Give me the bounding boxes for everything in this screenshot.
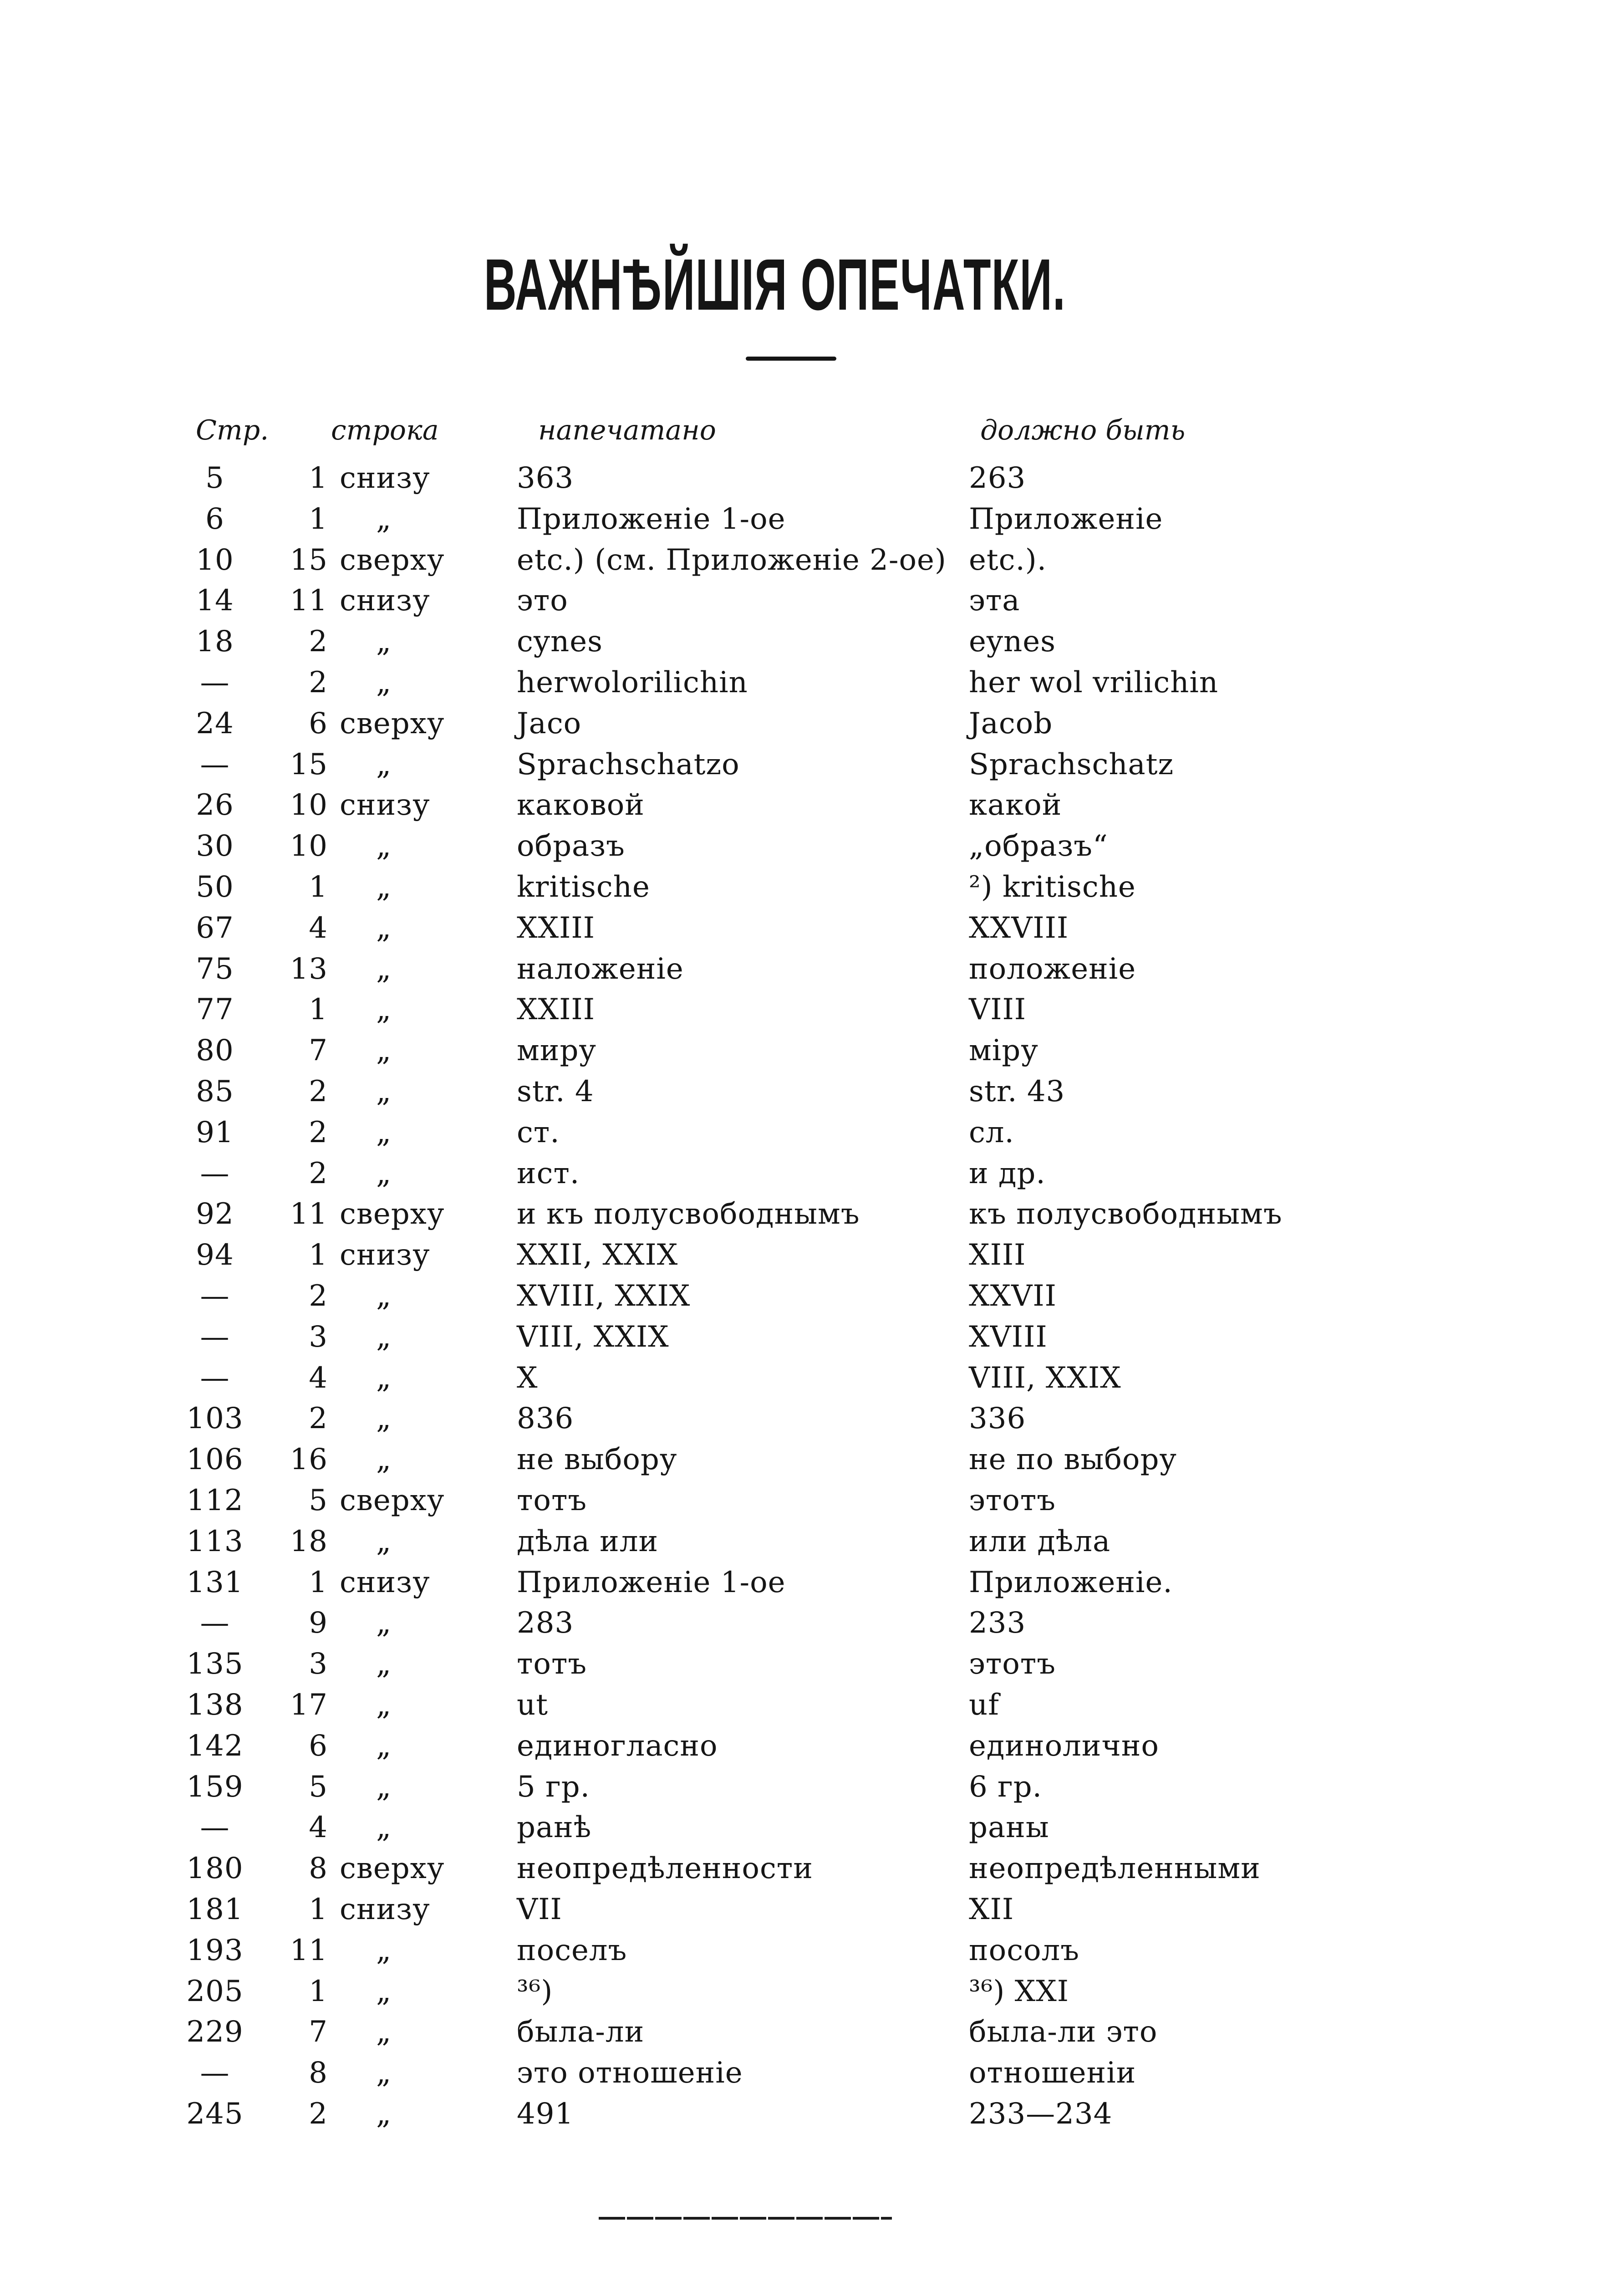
printed-text: наложеніе — [517, 952, 684, 986]
page-number: — — [200, 666, 230, 699]
page-number: 94 — [196, 1238, 234, 1272]
correct-text: эта — [969, 584, 1020, 618]
correct-text: этотъ — [969, 1647, 1056, 1681]
correct-text: str. 43 — [969, 1075, 1065, 1108]
errata-row — [0, 2012, 1624, 2052]
line-direction: снизу — [340, 1893, 430, 1926]
page-number: 142 — [186, 1729, 244, 1763]
printed-text: 283 — [517, 1606, 574, 1640]
correct-text: 336 — [969, 1402, 1026, 1435]
errata-row — [0, 2052, 1624, 2093]
correct-text: VIII — [969, 993, 1027, 1026]
page-number: 24 — [196, 707, 234, 740]
page-number: 30 — [196, 829, 234, 863]
errata-row — [0, 1194, 1624, 1235]
line-number: 6 — [309, 1729, 328, 1763]
line-number: 17 — [290, 1688, 328, 1722]
page-number: 103 — [186, 1402, 244, 1435]
line-direction: „ — [376, 502, 392, 536]
errata-row — [0, 949, 1624, 990]
page-number: 14 — [196, 584, 234, 618]
page-number: 6 — [205, 502, 224, 536]
errata-row — [0, 1398, 1624, 1439]
errata-row — [0, 1153, 1624, 1194]
line-number: 4 — [309, 1361, 328, 1395]
page-number: 245 — [186, 2097, 244, 2131]
line-direction: „ — [376, 1157, 392, 1190]
page-number: — — [200, 1811, 230, 1844]
page-number: 131 — [186, 1566, 244, 1599]
line-number: 1 — [309, 870, 328, 904]
line-direction: сверху — [340, 707, 445, 740]
line-number: 4 — [309, 1811, 328, 1844]
line-number: 2 — [309, 2097, 328, 2131]
printed-text: str. 4 — [517, 1075, 594, 1108]
header-page: Стр. — [196, 414, 269, 446]
printed-text: неопредѣленности — [517, 1852, 813, 1885]
line-number: 2 — [309, 1075, 328, 1108]
printed-text: XXIII — [517, 911, 595, 945]
errata-row — [0, 580, 1624, 621]
printed-text: образъ — [517, 829, 625, 863]
printed-text: X — [517, 1361, 538, 1395]
errata-row — [0, 621, 1624, 662]
printed-text: Приложеніе 1-ое — [517, 1566, 786, 1599]
errata-row — [0, 1521, 1624, 1562]
correct-text: положеніе — [969, 952, 1136, 986]
line-direction: „ — [376, 1075, 392, 1108]
correct-text: ²) kritische — [969, 870, 1136, 904]
line-direction: „ — [376, 1647, 392, 1681]
errata-row — [0, 1766, 1624, 1807]
line-number: 6 — [309, 707, 328, 740]
printed-text: это отношеніе — [517, 2056, 743, 2090]
errata-row — [0, 1930, 1624, 1971]
line-number: 2 — [309, 1116, 328, 1149]
printed-text: миру — [517, 1034, 597, 1067]
line-direction: „ — [376, 1320, 392, 1354]
page-number: 229 — [186, 2015, 244, 2049]
line-number: 8 — [309, 1852, 328, 1885]
errata-row — [0, 1071, 1624, 1112]
page-number: 112 — [186, 1484, 244, 1517]
bottom-divider — [599, 2217, 892, 2220]
line-number: 9 — [309, 1606, 328, 1640]
page-number: — — [200, 1606, 230, 1640]
line-direction: „ — [376, 1525, 392, 1558]
printed-text: 836 — [517, 1402, 574, 1435]
errata-row — [0, 1848, 1624, 1889]
page-number: 5 — [205, 461, 224, 495]
line-direction: сверху — [340, 1484, 445, 1517]
page-number: 75 — [196, 952, 234, 986]
printed-text: Приложеніе 1-ое — [517, 502, 786, 536]
header-correct: должно быть — [980, 414, 1186, 446]
correct-text: XXVIII — [969, 911, 1069, 945]
line-number: 3 — [309, 1320, 328, 1354]
page-number: 138 — [186, 1688, 244, 1722]
printed-text: XVIII, XXIX — [517, 1279, 691, 1313]
line-direction: „ — [376, 1361, 392, 1395]
line-number: 11 — [290, 584, 328, 618]
correct-text: единолично — [969, 1729, 1159, 1763]
line-number: 1 — [309, 1566, 328, 1599]
correct-text: her wol vrilichin — [969, 666, 1219, 699]
page-number: 67 — [196, 911, 234, 945]
printed-text: 363 — [517, 461, 574, 495]
printed-text: XXII, XXIX — [517, 1238, 678, 1272]
page-number: 85 — [196, 1075, 234, 1108]
page-number: 180 — [186, 1852, 244, 1885]
printed-text: VII — [517, 1893, 562, 1926]
line-direction: сверху — [340, 543, 445, 577]
errata-row — [0, 540, 1624, 581]
errata-row — [0, 1726, 1624, 1766]
correct-text: 233—234 — [969, 2097, 1113, 2131]
line-number: 1 — [309, 1893, 328, 1926]
printed-text: ut — [517, 1688, 548, 1722]
errata-row — [0, 826, 1624, 867]
correct-text: посолъ — [969, 1934, 1079, 1967]
errata-row — [0, 458, 1624, 499]
errata-row — [0, 1276, 1624, 1317]
line-number: 4 — [309, 911, 328, 945]
printed-text: тотъ — [517, 1484, 587, 1517]
line-direction: „ — [376, 666, 392, 699]
printed-text: Sprachschatzo — [517, 748, 740, 781]
correct-text: Jacob — [969, 707, 1053, 740]
page-number: 181 — [186, 1893, 244, 1926]
line-number: 2 — [309, 1157, 328, 1190]
page-number: 50 — [196, 870, 234, 904]
line-number: 8 — [309, 2056, 328, 2090]
correct-text: XXVII — [969, 1279, 1057, 1313]
errata-row — [0, 1971, 1624, 2012]
page-number: — — [200, 2056, 230, 2090]
printed-text: ³⁶) — [517, 1975, 553, 2008]
page-number: — — [200, 1320, 230, 1354]
line-direction: „ — [376, 1688, 392, 1722]
line-number: 3 — [309, 1647, 328, 1681]
correct-text: 263 — [969, 461, 1026, 495]
page-number: — — [200, 1279, 230, 1313]
errata-row — [0, 2093, 1624, 2134]
line-direction: „ — [376, 829, 392, 863]
line-direction: „ — [376, 1443, 392, 1476]
line-direction: снизу — [340, 1566, 430, 1599]
correct-text: XIII — [969, 1238, 1026, 1272]
printed-text: поселъ — [517, 1934, 627, 1967]
page-number: 80 — [196, 1034, 234, 1067]
correct-text: къ полусвободнымъ — [969, 1197, 1283, 1231]
printed-text: это — [517, 584, 568, 618]
correct-text: VIII, XXIX — [969, 1361, 1121, 1395]
line-direction: „ — [376, 1402, 392, 1435]
correct-text: uf — [969, 1688, 999, 1722]
errata-row — [0, 785, 1624, 826]
line-direction: „ — [376, 1729, 392, 1763]
printed-text: каковой — [517, 788, 645, 822]
printed-text: VIII, XXIX — [517, 1320, 669, 1354]
line-number: 2 — [309, 625, 328, 659]
correct-text: не по выбору — [969, 1443, 1177, 1476]
errata-row — [0, 1112, 1624, 1153]
line-direction: „ — [376, 993, 392, 1026]
correct-text: или дѣла — [969, 1525, 1111, 1558]
line-direction: „ — [376, 1811, 392, 1844]
line-number: 2 — [309, 1279, 328, 1313]
line-direction: снизу — [340, 1238, 430, 1272]
correct-text: этотъ — [969, 1484, 1056, 1517]
line-direction: снизу — [340, 788, 430, 822]
errata-row — [0, 1562, 1624, 1603]
line-number: 1 — [309, 502, 328, 536]
correct-text: неопредѣленными — [969, 1852, 1261, 1885]
line-direction: снизу — [340, 461, 430, 495]
line-number: 1 — [309, 993, 328, 1026]
page-number: 92 — [196, 1197, 234, 1231]
printed-text: etc.) (см. Приложеніе 2-ое) — [517, 543, 947, 577]
line-number: 15 — [290, 543, 328, 577]
line-direction: „ — [376, 1279, 392, 1313]
line-number: 13 — [290, 952, 328, 986]
correct-text: была-ли это — [969, 2015, 1158, 2049]
page-number: 10 — [196, 543, 234, 577]
line-number: 7 — [309, 2015, 328, 2049]
errata-row — [0, 1603, 1624, 1644]
printed-text: kritische — [517, 870, 650, 904]
page-number: 193 — [186, 1934, 244, 1967]
correct-text: XII — [969, 1893, 1014, 1926]
errata-row — [0, 1358, 1624, 1399]
line-number: 5 — [309, 1770, 328, 1804]
line-number: 2 — [309, 666, 328, 699]
page-number: 91 — [196, 1116, 234, 1149]
page-number: — — [200, 1157, 230, 1190]
errata-row — [0, 1030, 1624, 1071]
printed-text: 5 гр. — [517, 1770, 590, 1804]
correct-text: какой — [969, 788, 1062, 822]
line-direction: сверху — [340, 1852, 445, 1885]
line-number: 1 — [309, 1975, 328, 2008]
line-direction: „ — [376, 2015, 392, 2049]
line-number: 7 — [309, 1034, 328, 1067]
errata-row — [0, 908, 1624, 949]
line-direction: „ — [376, 870, 392, 904]
errata-row — [0, 1685, 1624, 1726]
correct-text: отношеніи — [969, 2056, 1136, 2090]
line-direction: „ — [376, 1606, 392, 1640]
correct-text: 6 гр. — [969, 1770, 1042, 1804]
page-number: 159 — [186, 1770, 244, 1804]
printed-text: тотъ — [517, 1647, 587, 1681]
line-direction: снизу — [340, 584, 430, 618]
line-number: 16 — [290, 1443, 328, 1476]
printed-text: не выбору — [517, 1443, 677, 1476]
correct-text: eynes — [969, 625, 1056, 659]
errata-row — [0, 867, 1624, 908]
page-title: ВАЖНѢЙШІЯ ОПЕЧАТКИ. — [484, 244, 1066, 325]
errata-row — [0, 1644, 1624, 1685]
line-number: 11 — [290, 1934, 328, 1967]
page-number: 26 — [196, 788, 234, 822]
line-number: 10 — [290, 829, 328, 863]
printed-text: XXIII — [517, 993, 595, 1026]
line-direction: „ — [376, 911, 392, 945]
errata-row — [0, 1807, 1624, 1848]
errata-row — [0, 1235, 1624, 1276]
errata-row — [0, 1439, 1624, 1480]
line-number: 10 — [290, 788, 328, 822]
line-direction: „ — [376, 2056, 392, 2090]
correct-text: Sprachschatz — [969, 748, 1174, 781]
printed-text: herwolorilichin — [517, 666, 748, 699]
header-printed: напечатано — [538, 414, 716, 446]
printed-text: ст. — [517, 1116, 560, 1149]
line-number: 1 — [309, 461, 328, 495]
errata-row — [0, 1480, 1624, 1521]
line-number: 11 — [290, 1197, 328, 1231]
errata-row — [0, 662, 1624, 703]
correct-text: „образъ“ — [969, 829, 1108, 863]
page-number: 77 — [196, 993, 234, 1026]
printed-text: 491 — [517, 2097, 574, 2131]
line-number: 18 — [290, 1525, 328, 1558]
line-direction: „ — [376, 1116, 392, 1149]
correct-text: раны — [969, 1811, 1049, 1844]
line-number: 5 — [309, 1484, 328, 1517]
header-line: строка — [331, 414, 439, 446]
line-direction: „ — [376, 1934, 392, 1967]
correct-text: 233 — [969, 1606, 1026, 1640]
printed-text: дѣла или — [517, 1525, 659, 1558]
line-direction: „ — [376, 748, 392, 781]
errata-row — [0, 1889, 1624, 1930]
page-number: — — [200, 748, 230, 781]
printed-text: была-ли — [517, 2015, 645, 2049]
page-number: 135 — [186, 1647, 244, 1681]
line-direction: сверху — [340, 1197, 445, 1231]
printed-text: Jaco — [517, 707, 582, 740]
errata-row — [0, 499, 1624, 540]
correct-text: міру — [969, 1034, 1039, 1067]
errata-row — [0, 1317, 1624, 1358]
page-number: 205 — [186, 1975, 244, 2008]
printed-text: единогласно — [517, 1729, 718, 1763]
page-number: — — [200, 1361, 230, 1395]
page-number: 18 — [196, 625, 234, 659]
line-direction: „ — [376, 2097, 392, 2131]
correct-text: и др. — [969, 1157, 1046, 1190]
page-number: 106 — [186, 1443, 244, 1476]
errata-row — [0, 744, 1624, 785]
page-number: 113 — [186, 1525, 244, 1558]
line-direction: „ — [376, 1770, 392, 1804]
correct-text: ³⁶) XXI — [969, 1975, 1069, 2008]
errata-row — [0, 989, 1624, 1030]
line-direction: „ — [376, 1975, 392, 2008]
correct-text: Приложеніе. — [969, 1566, 1173, 1599]
line-direction: „ — [376, 952, 392, 986]
line-number: 2 — [309, 1402, 328, 1435]
line-direction: „ — [376, 1034, 392, 1067]
line-number: 1 — [309, 1238, 328, 1272]
printed-text: cynes — [517, 625, 603, 659]
printed-text: и къ полусвободнымъ — [517, 1197, 860, 1231]
errata-row — [0, 703, 1624, 744]
line-number: 15 — [290, 748, 328, 781]
line-direction: „ — [376, 625, 392, 659]
correct-text: XVIII — [969, 1320, 1048, 1354]
correct-text: etc.). — [969, 543, 1047, 577]
correct-text: Приложеніе — [969, 502, 1163, 536]
printed-text: ист. — [517, 1157, 580, 1190]
printed-text: ранѣ — [517, 1811, 592, 1844]
correct-text: сл. — [969, 1116, 1014, 1149]
